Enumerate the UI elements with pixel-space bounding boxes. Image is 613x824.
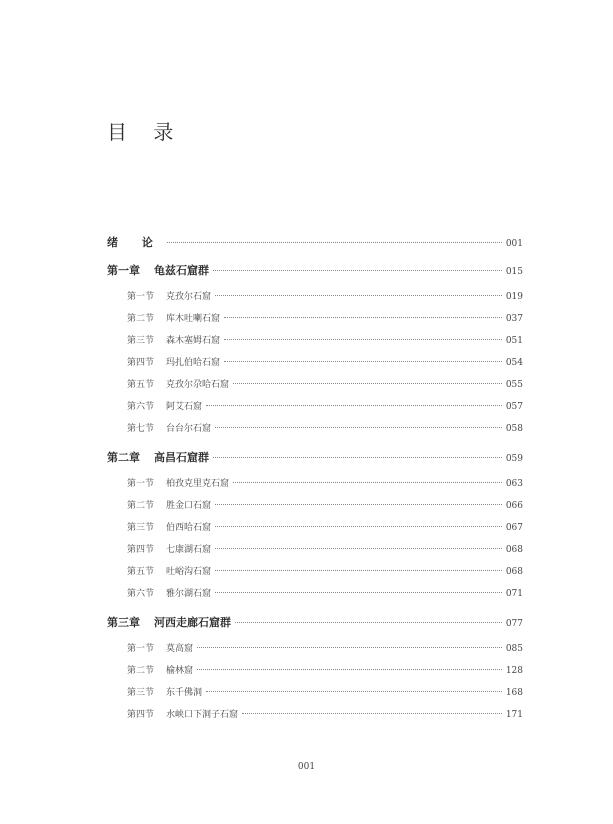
toc-section-entry[interactable]	[127, 586, 523, 602]
toc-page-number: 171	[505, 710, 523, 720]
toc-page-number: 066	[505, 501, 523, 511]
toc-section-entry[interactable]	[127, 289, 523, 305]
dot-leader	[215, 591, 502, 593]
toc-chapter-entry[interactable]	[107, 262, 523, 278]
dot-leader	[167, 241, 502, 243]
section-title: 莫高窟	[166, 644, 194, 654]
page-number: 001	[297, 762, 316, 772]
page-title: 目 录	[107, 120, 184, 144]
chapter-title: 河西走廊石窟群	[154, 616, 231, 629]
toc-section-entry[interactable]	[127, 641, 523, 657]
section-number: 第四节	[127, 545, 155, 555]
dot-leader	[233, 481, 502, 483]
dot-leader	[233, 382, 502, 384]
toc-page-number: 063	[505, 479, 523, 489]
toc-page-number: 057	[505, 402, 523, 412]
section-number: 第一节	[127, 479, 155, 489]
dot-leader	[224, 338, 502, 340]
dot-leader	[235, 621, 502, 623]
section-title: 克孜尔石窟	[166, 292, 212, 302]
toc-section-entry[interactable]	[127, 564, 523, 580]
chapter-number: 第一章	[107, 264, 140, 277]
toc-page-number: 015	[505, 267, 523, 277]
section-number: 第三节	[127, 523, 155, 533]
section-number: 第七节	[127, 424, 155, 434]
toc-section-entry[interactable]	[127, 707, 523, 723]
dot-leader	[242, 712, 502, 714]
toc-page-number: 019	[505, 292, 523, 302]
section-number: 第一节	[127, 644, 155, 654]
section-number: 第一节	[127, 292, 155, 302]
section-title: 克孜尔尕哈石窟	[166, 380, 230, 390]
toc-page-number: 168	[505, 688, 523, 698]
toc-chapter-entry[interactable]	[107, 234, 523, 250]
section-number: 第四节	[127, 710, 155, 720]
section-title: 伯西哈石窟	[166, 523, 212, 533]
section-title: 东千佛洞	[166, 688, 203, 698]
section-number: 第五节	[127, 380, 155, 390]
dot-leader	[224, 316, 502, 318]
toc-page-number: 058	[505, 424, 523, 434]
toc-page-number: 001	[505, 239, 523, 249]
dot-leader	[215, 569, 502, 571]
toc-chapter-entry[interactable]	[107, 614, 523, 630]
section-title: 柏孜克里克石窟	[166, 479, 230, 489]
section-title: 胜金口石窟	[166, 501, 212, 511]
toc-page-number: 068	[505, 545, 523, 555]
section-number: 第二节	[127, 666, 155, 676]
toc-section-entry[interactable]	[127, 520, 523, 536]
toc-section-entry[interactable]	[127, 476, 523, 492]
toc-page-number: 077	[505, 619, 523, 629]
toc-section-entry[interactable]	[127, 333, 523, 349]
chapter-title: 高昌石窟群	[154, 451, 209, 464]
toc-page-number: 037	[505, 314, 523, 324]
dot-leader	[197, 646, 502, 648]
section-title: 玛扎伯哈石窟	[166, 358, 221, 368]
section-title: 榆林窟	[166, 666, 194, 676]
dot-leader	[215, 426, 502, 428]
toc-page-number: 071	[505, 589, 523, 599]
toc-section-entry[interactable]	[127, 377, 523, 393]
dot-leader	[213, 456, 502, 458]
toc-page-number: 055	[505, 380, 523, 390]
section-number: 第二节	[127, 314, 155, 324]
section-number: 第五节	[127, 567, 155, 577]
toc-chapter-entry[interactable]	[107, 449, 523, 465]
toc-section-entry[interactable]	[127, 542, 523, 558]
chapter-title: 龟兹石窟群	[154, 264, 209, 277]
dot-leader	[215, 294, 502, 296]
section-title: 七康湖石窟	[166, 545, 212, 555]
toc-section-entry[interactable]	[127, 311, 523, 327]
section-title: 阿艾石窟	[166, 402, 203, 412]
dot-leader	[215, 547, 502, 549]
dot-leader	[215, 503, 502, 505]
section-title: 库木吐喇石窟	[166, 314, 221, 324]
section-title: 水峡口下洞子石窟	[166, 710, 239, 720]
section-title: 台台尔石窟	[166, 424, 212, 434]
section-number: 第三节	[127, 688, 155, 698]
toc-section-entry[interactable]	[127, 685, 523, 701]
toc-section-entry[interactable]	[127, 399, 523, 415]
dot-leader	[206, 690, 502, 692]
dot-leader	[224, 360, 502, 362]
toc-section-entry[interactable]	[127, 663, 523, 679]
chapter-number: 第二章	[107, 451, 140, 464]
section-title: 森木塞姆石窟	[166, 336, 221, 346]
section-title: 雅尔湖石窟	[166, 589, 212, 599]
section-number: 第六节	[127, 402, 155, 412]
section-number: 第四节	[127, 358, 155, 368]
toc-page-number: 067	[505, 523, 523, 533]
toc-page-number: 128	[505, 666, 523, 676]
dot-leader	[197, 668, 502, 670]
dot-leader	[215, 525, 502, 527]
dot-leader	[206, 404, 502, 406]
section-number: 第二节	[127, 501, 155, 511]
toc-page-number: 068	[505, 567, 523, 577]
section-number: 第六节	[127, 589, 155, 599]
chapter-number: 第三章	[107, 616, 140, 629]
toc-page-number: 085	[505, 644, 523, 654]
toc-page-number: 054	[505, 358, 523, 368]
section-title: 吐峪沟石窟	[166, 567, 212, 577]
toc-section-entry[interactable]	[127, 355, 523, 371]
toc-section-entry[interactable]	[127, 421, 523, 437]
toc-page-number: 051	[505, 336, 523, 346]
chapter-title: 绪 论	[107, 236, 163, 249]
section-number: 第三节	[127, 336, 155, 346]
toc-section-entry[interactable]	[127, 498, 523, 514]
dot-leader	[213, 269, 502, 271]
toc-page-number: 059	[505, 454, 523, 464]
